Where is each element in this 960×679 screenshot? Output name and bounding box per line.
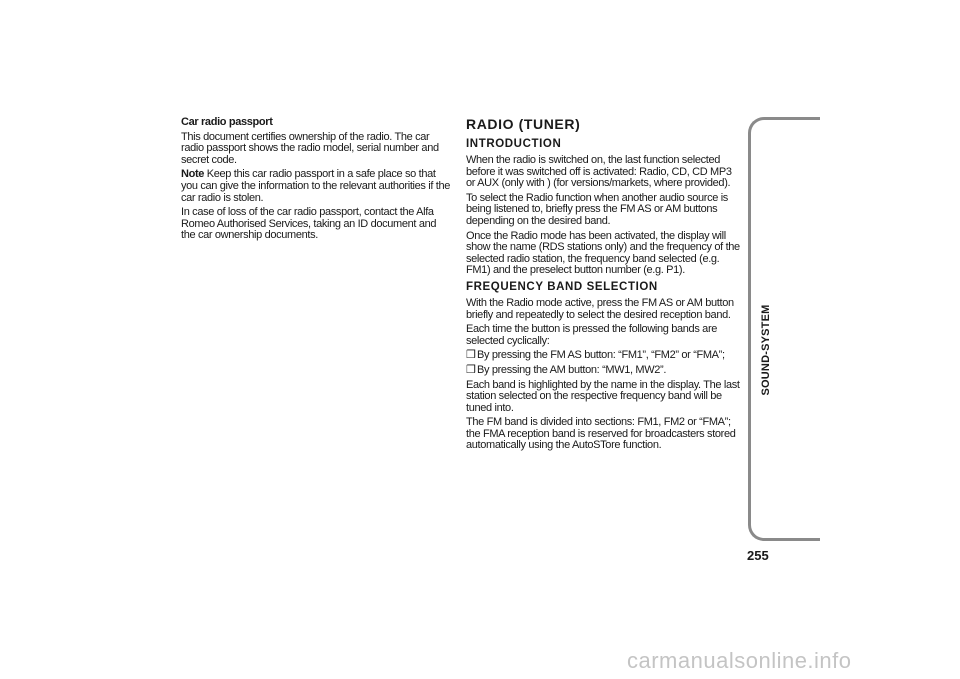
intro-paragraph-2: To select the Radio function when another audio source is being listened to, briefly press the FM AS or AM buttons depending on the desired band. — [466, 191, 728, 227]
freq-paragraph-3: Each band is highlighted by the name in the display. The last station selected on the respective frequency band will be tuned into. — [466, 378, 740, 414]
passport-paragraph: This document certifies ownership of the radio. The car radio passport shows the radio model, serial number and secret code. — [181, 130, 439, 166]
bullet-box-icon: ❒ — [466, 349, 476, 362]
loss-paragraph: In case of loss of the car radio passport, contact the Alfa Romeo Authorised Services, taking an ID document and the car ownership documents. — [181, 206, 437, 242]
bullet-text: By pressing the AM button: “MW1, MW2”. — [477, 363, 667, 376]
bullet-box-icon: ❒ — [466, 363, 476, 376]
bullet-item — [466, 365, 742, 377]
right-column — [466, 116, 742, 455]
section-tab-label: SOUND-SYSTEM — [760, 304, 772, 396]
note-text: Keep this car radio passport in a safe place so that you can give the information to the relevant authorities if the car radio is stolen. — [181, 168, 451, 204]
car-radio-passport-subheading: Car radio passport — [181, 116, 273, 128]
bullet-item — [466, 350, 742, 362]
section-tab — [748, 117, 820, 541]
bullet-text: By pressing the FM AS button: “FM1”, “FM2” or “FMA”; — [477, 349, 725, 362]
note-paragraph — [181, 169, 453, 204]
note-label: Note — [181, 168, 205, 181]
intro-paragraph-3: Once the Radio mode has been activated, the display will show the name (RDS stations only) and the frequency of the selected radio station, the frequency band selected (e.g. FM1) and the preselect button number (e.g. P1). — [466, 229, 740, 277]
freq-paragraph-2: Each time the button is pressed the following bands are selected cyclically: — [466, 323, 718, 347]
page-number: 255 — [747, 548, 769, 563]
frequency-band-heading: FREQUENCY BAND SELECTION — [466, 280, 658, 293]
watermark: carmanualsonline.info — [627, 648, 852, 673]
freq-paragraph-1: With the Radio mode active, press the FM AS or AM button briefly and repeatedly to select the desired reception band. — [466, 296, 734, 321]
freq-paragraph-4: The FM band is divided into sections: FM1, FM2 or “FMA”; the FMA reception band is reserved for broadcasters stored automatically using the AutoSTore function. — [466, 416, 736, 452]
section-title: RADIO (TUNER) — [466, 116, 581, 132]
left-column — [181, 117, 453, 245]
introduction-heading: INTRODUCTION — [466, 138, 562, 150]
intro-paragraph-1: When the radio is switched on, the last function selected before it was switched off is activated: Radio, CD, CD MP3 or AUX (only with ) (for versions/markets, where provided). — [466, 154, 732, 190]
